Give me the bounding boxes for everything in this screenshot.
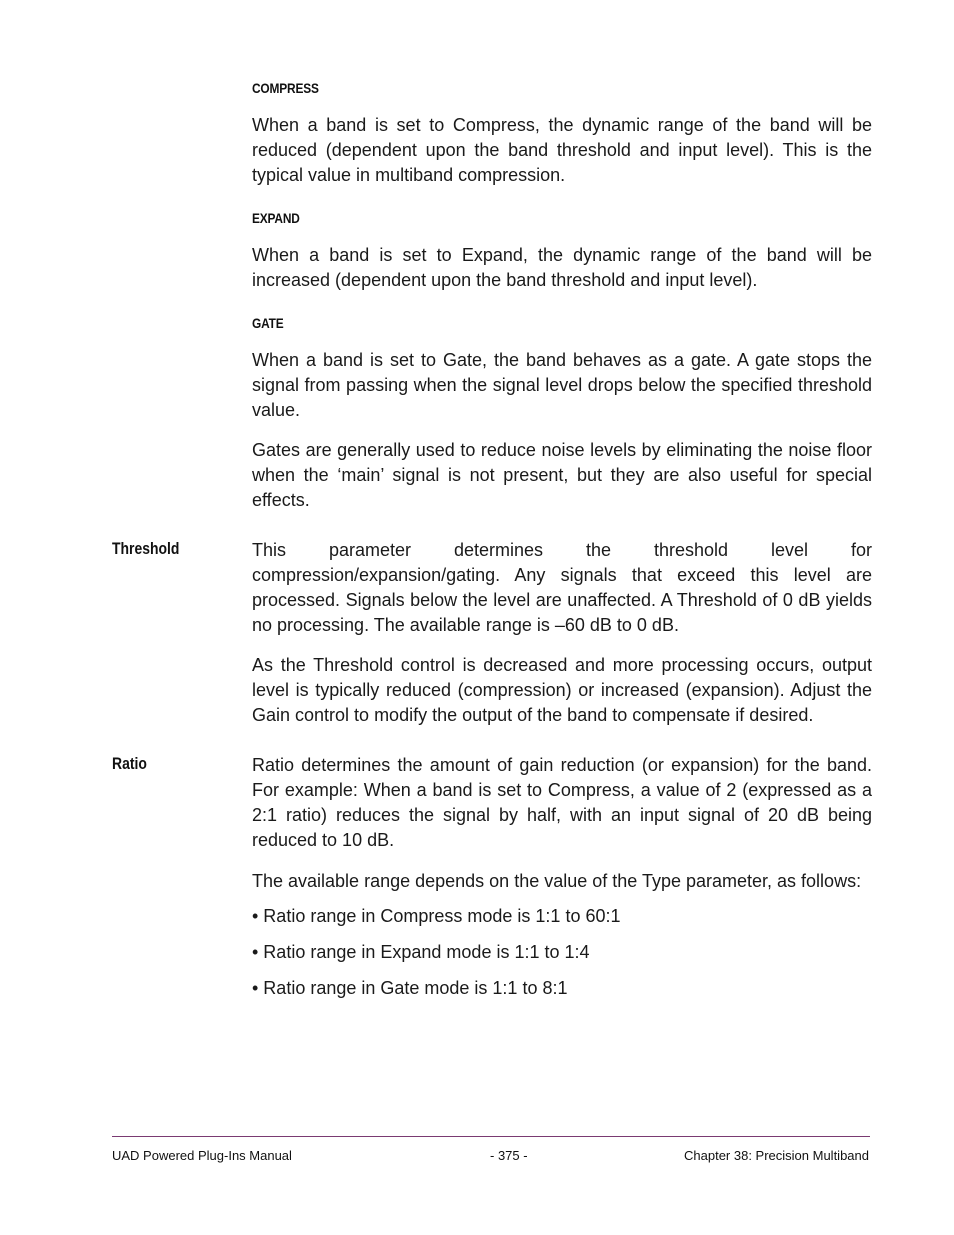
compress-heading: COMPRESS [252,80,319,96]
gate-paragraph-1: When a band is set to Gate, the band behaves as a gate. A gate stops the signal from passing when the signal level drops below the specified threshold value. [252,350,872,420]
list-item: • Ratio range in Compress mode is 1:1 to 60:1 [252,906,621,926]
list-item: • Ratio range in Expand mode is 1:1 to 1:4 [252,942,590,962]
ratio-label: Ratio [112,754,147,773]
expand-paragraph: When a band is set to Expand, the dynamic range of the band will be increased (dependent upon the band threshold and input level). [252,245,872,290]
footer-chapter-title: Chapter 38: Precision Multiband [684,1148,869,1163]
threshold-paragraph-2: As the Threshold control is decreased and more processing occurs, output level is typically reduced (compression) or increased (expansion). Adjust the Gain control to modify the output of the band to compensate if desired. [252,655,872,725]
footer-page-number: - 375 - [490,1148,528,1163]
threshold-paragraph-1: This parameter determines the threshold level for compression/expansion/gating. Any signals that exceed this level are processed. Signals below the level are unaffected. A Threshold of 0 dB yields no processing. The available range is –60 dB to 0 dB. [252,540,872,635]
ratio-paragraph-2: The available range depends on the value of the Type parameter, as follows: [252,871,862,891]
expand-heading: EXPAND [252,210,300,226]
gate-paragraph-2: Gates are generally used to reduce noise levels by eliminating the noise floor when the ‘main’ signal is not present, but they are also useful for special effects. [252,440,872,510]
footer-manual-title: UAD Powered Plug-Ins Manual [112,1148,292,1163]
ratio-paragraph-1: Ratio determines the amount of gain reduction (or expansion) for the band. For example: When a band is set to Compress, a value of 2 (expressed as a 2:1 ratio) reduces the signal by half, with an input signal of 20 dB being reduced to 10 dB. [252,755,872,850]
footer-divider [112,1136,870,1137]
compress-paragraph: When a band is set to Compress, the dynamic range of the band will be reduced (dependent upon the band threshold and input level). This is the typical value in multiband compression. [252,115,872,185]
gate-heading: GATE [252,315,284,331]
list-item: • Ratio range in Gate mode is 1:1 to 8:1 [252,978,568,998]
threshold-label: Threshold [112,539,180,558]
